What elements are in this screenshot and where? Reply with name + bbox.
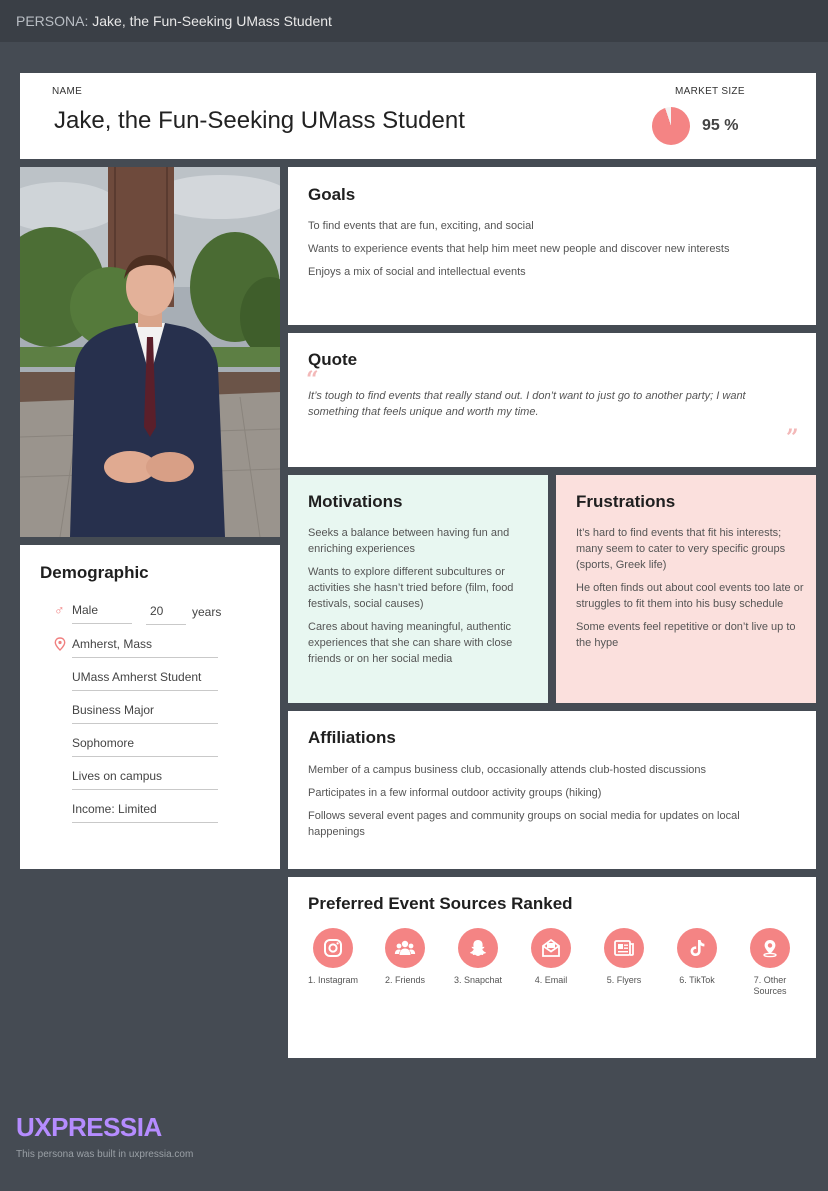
source-item-tiktok[interactable] bbox=[665, 928, 729, 986]
demographic-field[interactable]: Lives on campus bbox=[72, 768, 218, 790]
motivations-title: Motivations bbox=[308, 492, 403, 511]
affiliation-item[interactable]: Follows several event pages and community groups on social media for updates on local happenings bbox=[308, 810, 740, 838]
source-item-snapchat[interactable] bbox=[446, 928, 510, 986]
affiliations-card bbox=[288, 711, 816, 869]
top-bar bbox=[0, 0, 828, 42]
snapchat-icon bbox=[458, 928, 498, 968]
source-label: 7. Other Sources bbox=[753, 975, 787, 996]
goal-item[interactable]: Wants to experience events that help him meet new people and discover new interests bbox=[308, 243, 730, 255]
frustrations-title: Frustrations bbox=[576, 492, 676, 511]
motivation-item[interactable]: Cares about having meaningful, authentic experiences that she can share with close friends or on her social media bbox=[308, 621, 513, 665]
frustration-item[interactable]: It’s hard to find events that fit his interests; many seem to cater to very specific groups (sports, Greek life) bbox=[576, 527, 786, 571]
affiliation-item[interactable]: Member of a campus business club, occasionally attends club-hosted discussions bbox=[308, 764, 707, 776]
motivation-item[interactable]: Seeks a balance between having fun and enriching experiences bbox=[308, 527, 510, 555]
email-icon bbox=[531, 928, 571, 968]
affiliations-list bbox=[308, 762, 798, 847]
market-size-value[interactable]: 95 % bbox=[702, 117, 739, 134]
frustrations-card bbox=[556, 475, 816, 703]
tiktok-icon bbox=[677, 928, 717, 968]
motivations-list bbox=[308, 525, 536, 674]
event-sources-card bbox=[288, 877, 816, 1058]
source-item-email[interactable] bbox=[519, 928, 583, 986]
top-bar-prefix: PERSONA: bbox=[16, 13, 89, 29]
other-sources-icon bbox=[750, 928, 790, 968]
goals-card bbox=[288, 167, 816, 325]
location-pin-icon bbox=[54, 637, 68, 653]
source-label: 4. Email bbox=[534, 975, 568, 985]
persona-photo[interactable] bbox=[20, 167, 280, 537]
footer-note[interactable]: This persona was built in uxpressia.com bbox=[16, 1149, 194, 1160]
demographic-card bbox=[20, 545, 280, 869]
source-label: 6. TikTok bbox=[679, 975, 715, 985]
location-field[interactable]: Amherst, Mass bbox=[72, 636, 218, 658]
motivation-item[interactable]: Wants to explore different subcultures or activities she hasn’t tried before (film, food festivals, social causes) bbox=[308, 566, 514, 610]
close-quote-icon: ” bbox=[786, 425, 799, 451]
frustration-item[interactable]: Some events feel repetitive or don’t live up to the hype bbox=[576, 621, 796, 649]
goals-title: Goals bbox=[308, 185, 356, 204]
gender-field[interactable]: Male bbox=[72, 602, 132, 624]
source-label: 3. Snapchat bbox=[453, 975, 503, 985]
source-label: 1. Instagram bbox=[307, 975, 359, 985]
name-label: NAME bbox=[52, 86, 83, 97]
open-quote-icon: “ bbox=[306, 367, 319, 393]
age-field[interactable]: 20 bbox=[146, 603, 186, 625]
demographic-field[interactable]: UMass Amherst Student bbox=[72, 669, 218, 691]
uxpressia-logo[interactable]: UXPRESSIA bbox=[16, 1112, 162, 1142]
demographic-field[interactable]: Income: Limited bbox=[72, 801, 218, 823]
goal-item[interactable]: To find events that are fun, exciting, and social bbox=[308, 220, 534, 232]
source-label: 2. Friends bbox=[384, 975, 426, 985]
source-label: 5. Flyers bbox=[606, 975, 642, 985]
persona-photo-illustration bbox=[20, 167, 280, 537]
age-unit: years bbox=[192, 605, 222, 619]
source-item-other-sources[interactable] bbox=[738, 928, 802, 997]
affiliation-item[interactable]: Participates in a few informal outdoor activity groups (hiking) bbox=[308, 787, 602, 799]
source-item-friends[interactable] bbox=[373, 928, 437, 986]
source-item-instagram[interactable] bbox=[301, 928, 365, 986]
friends-icon bbox=[385, 928, 425, 968]
goal-item[interactable]: Enjoys a mix of social and intellectual events bbox=[308, 266, 526, 278]
market-size-pie-chart bbox=[652, 107, 690, 145]
male-icon: ♂ bbox=[54, 602, 65, 618]
frustration-item[interactable]: He often finds out about cool events too late or struggles to fit them into his busy schedule bbox=[576, 582, 804, 610]
quote-title: Quote bbox=[308, 350, 358, 369]
instagram-icon bbox=[313, 928, 353, 968]
demographic-title: Demographic bbox=[40, 563, 149, 582]
event-sources-title: Preferred Event Sources Ranked bbox=[308, 894, 573, 913]
top-bar-title: Jake, the Fun-Seeking UMass Student bbox=[92, 13, 332, 29]
persona-header-card bbox=[20, 73, 816, 159]
goals-list bbox=[308, 218, 798, 287]
quote-card bbox=[288, 333, 816, 467]
persona-name[interactable]: Jake, the Fun-Seeking UMass Student bbox=[54, 107, 465, 134]
flyers-icon bbox=[604, 928, 644, 968]
frustrations-list bbox=[576, 525, 804, 658]
demographic-field[interactable]: Sophomore bbox=[72, 735, 218, 757]
source-item-flyers[interactable] bbox=[592, 928, 656, 986]
quote-text[interactable]: It’s tough to find events that really stand out. I don’t want to just go to another party; I want something that feels unique and worth my time. bbox=[308, 390, 746, 418]
affiliations-title: Affiliations bbox=[308, 728, 396, 747]
market-size-label: MARKET SIZE bbox=[675, 86, 745, 97]
motivations-card bbox=[288, 475, 548, 703]
demographic-field[interactable]: Business Major bbox=[72, 702, 218, 724]
